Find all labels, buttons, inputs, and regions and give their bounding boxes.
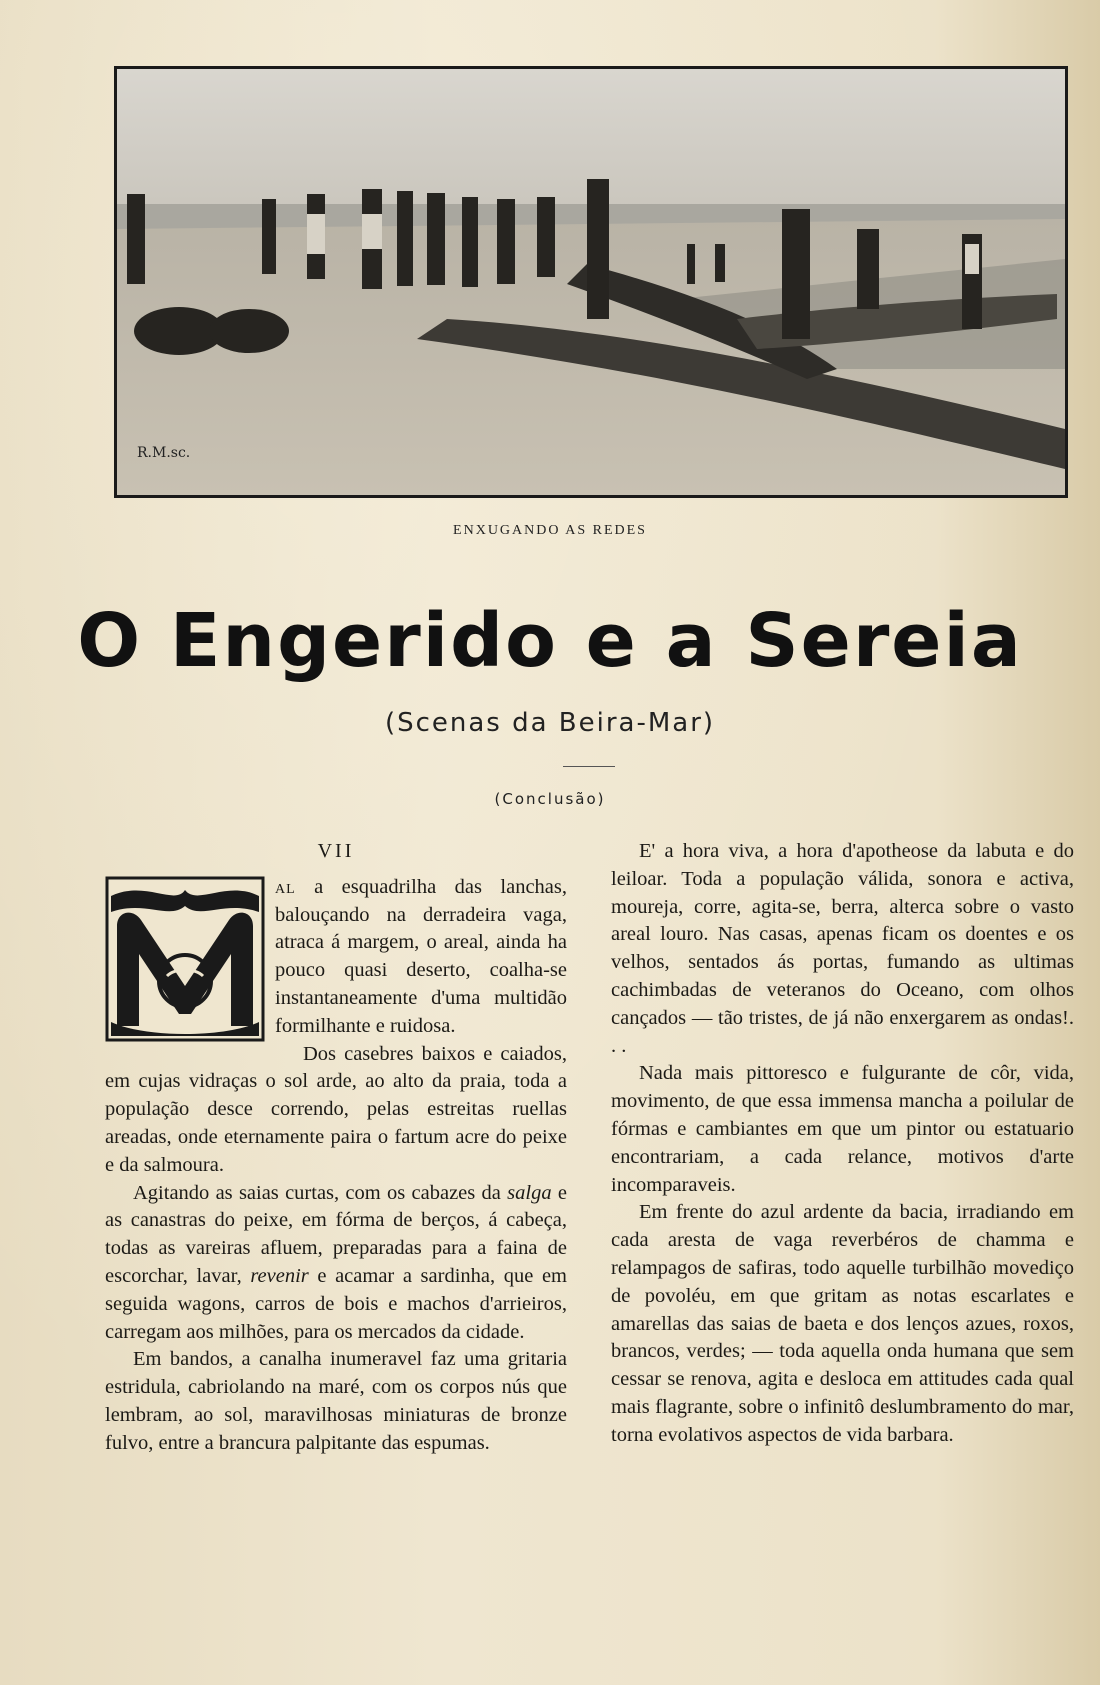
paragraph: Dos casebres baixos e caiados, em cujas vidraças o sol arde, ao alto da praia, toda a população desce correndo, pelas estreitas ruellas areadas, onde eternamente paira o fartum acre do peixe e da salmoura. [105,1042,567,1176]
paragraph-text: a esquadrilha das lanchas, balouçando na derradeira vaga, atraca á margem, o areal, ainda ha pouco quasi deserto, coalha-se instantaneamente d'uma multidão formilhante e ruidosa. [275,875,567,1037]
photo-caption: ENXUGANDO AS REDES [453,523,647,538]
left-column [105,838,567,1458]
article-title: O Engerido e a Sereia [77,598,1023,684]
article-subtitle: (Scenas da Beira-Mar) [384,708,716,738]
paragraph [105,1180,567,1347]
fishermen-drying-nets-image [117,69,1065,495]
beach-photograph [114,66,1068,498]
paragraph-text: e as canastras do peixe, em fórma de berços, á cabeça, todas as vareiras afluem, preparadas para a faina de escorchar, lavar, [105,1181,567,1287]
drop-cap-ornament [105,876,265,1042]
paragraph: Em bandos, a canalha inumeravel faz uma gritaria estridula, cabriolando na maré, com os corpos nús que lembram, ao sol, maravilhosas miniaturas de bronze fulvo, entre a brancura palpitante das espumas. [105,1348,567,1454]
section-number: VII [317,840,355,862]
paragraph: E' a hora viva, a hora d'apotheose da labuta e do leiloar. Toda a população válida, sonora e activa, moureja, corre, agita-se, berra, alterca sobre o vasto areal louro. Nas casas, apenas ficam os doentes e os velhos, sentados ás portas, fumando as ultimas cachimbadas de veteranos do Oceano, com olhos cançados — tão tristes, de já não enxergarem as ondas!. . . [611,840,1074,1057]
drop-cap-continuation: al [275,875,296,898]
right-column [611,838,1074,1450]
paragraph [105,874,567,1041]
continuation-note: (Conclusão) [494,790,606,808]
paragraph: Em frente do azul ardente da bacia, irradiando em cada aresta de vaga reverbéros de chamma e relampagos de safiras, todo aquelle turbilhão movediço de povoléu, em que gritam as notas escarlates e amarellas das saias de baeta e dos lenços azues, roxos, brancos, verdes; — toda aquella onda humana que sem cessar se renova, agita e desloca em attitudes cada qual mais flagrante, sobre o infinitô deslumbramento do mar, torna evolativos aspectos de vida barbara. [611,1201,1074,1446]
paragraph-text: e acamar a sardinha, que em seguida wagons, carros de bois e machos d'arrieiros, carregam aos milhões, para os mercados da cidade. [105,1264,567,1343]
drop-cap-m-icon [105,876,265,1042]
title-divider [563,766,615,767]
photographer-signature: R.M.sc. [137,445,191,461]
italic-term: salga [507,1181,552,1204]
paragraph: Nada mais pittoresco e fulgurante de côr, vida, movimento, de que essa immensa mancha a poilular de fórmas e cambiantes em que um pintor ou estatuario encontrariam, a cada relance, motivos d'arte incomparaveis. [611,1062,1074,1196]
paragraph-text: Agitando as saias curtas, com os cabazes da [133,1181,508,1204]
italic-term: revenir [250,1264,309,1287]
